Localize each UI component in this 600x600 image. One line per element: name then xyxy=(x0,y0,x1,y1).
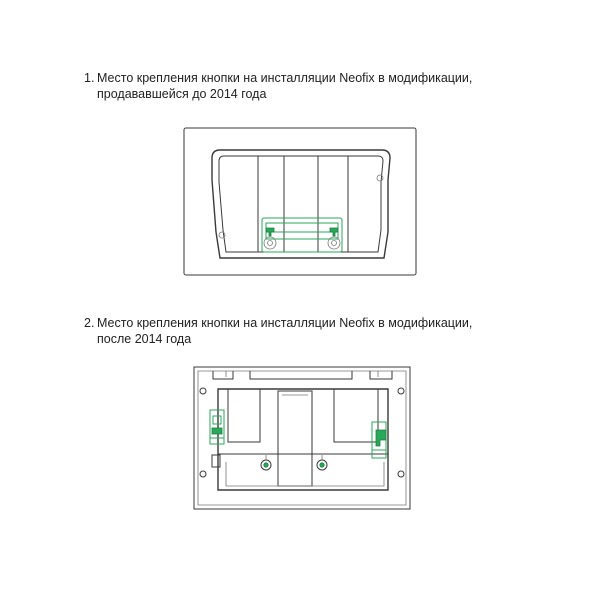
caption-2-line-2: после 2014 года xyxy=(97,332,192,346)
caption-1-line-2: продававшейся до 2014 года xyxy=(97,87,267,101)
drawing-1-frame-inner-contour xyxy=(219,156,383,252)
drawing-2-mount-point-right xyxy=(317,455,327,470)
drawing-2-post-2014 xyxy=(194,367,410,509)
drawing-2-corner-screws xyxy=(200,388,404,477)
drawing-2-inner-panels xyxy=(218,389,388,486)
caption-1-line-1: Место крепления кнопки на инсталляции Neofix в модификации, xyxy=(97,71,473,85)
drawing-1-frame-outer-contour xyxy=(212,150,390,258)
drawing-1-pre-2014 xyxy=(184,128,416,275)
drawing-2-mount-point-left xyxy=(261,455,271,470)
caption-2-line-1: Место крепления кнопки на инсталляции Neofix в модификации, xyxy=(97,316,473,330)
drawing-2-bracket-left xyxy=(210,410,224,467)
drawing-2-top-notches xyxy=(213,371,392,379)
drawing-1-screw-right xyxy=(377,175,383,181)
drawing-1-button-mount xyxy=(262,218,342,252)
drawing-2-inner-frame xyxy=(218,389,388,490)
caption-1-number: 1. xyxy=(84,71,95,85)
drawing-2-bracket-right xyxy=(372,422,386,458)
caption-2-number: 2. xyxy=(84,316,95,330)
